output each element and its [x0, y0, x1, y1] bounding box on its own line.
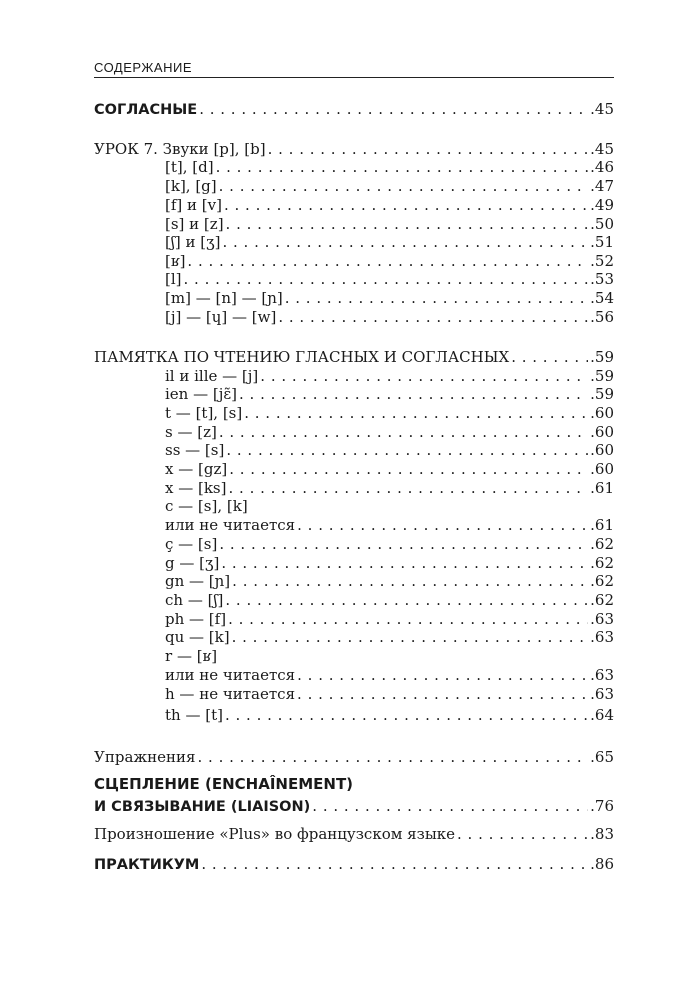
toc-entry-page: .49	[590, 196, 614, 214]
toc-entry[interactable]	[94, 348, 614, 366]
toc-entry-page: .62	[590, 572, 614, 590]
toc-entry-page: .62	[590, 535, 614, 553]
toc-entry[interactable]	[165, 367, 614, 385]
toc-entry[interactable]	[165, 270, 614, 288]
toc-entry-title: s — [z]	[165, 423, 217, 441]
leader-dots	[260, 367, 588, 385]
toc-entry-title: t — [t], [s]	[165, 404, 243, 422]
leader-dots	[229, 460, 588, 478]
toc-entry-title: ПАМЯТКА ПО ЧТЕНИЮ ГЛАСНЫХ И СОГЛАСНЫХ	[94, 348, 510, 366]
toc-entry-page: .86	[590, 855, 614, 873]
leader-dots	[268, 140, 589, 158]
toc-entry-title: gn — [ɲ]	[165, 572, 231, 590]
toc-entry-page: .60	[590, 404, 614, 422]
toc-entry-page: .60	[590, 441, 614, 459]
leader-dots	[187, 252, 588, 270]
leader-dots	[285, 289, 588, 307]
toc-entry[interactable]	[165, 572, 614, 590]
toc-entry-page: .60	[590, 460, 614, 478]
leader-dots	[457, 825, 588, 843]
leader-dots	[312, 797, 588, 815]
toc-entry-title: [j] — [ɥ] — [w]	[165, 308, 277, 326]
toc-entry-page: .53	[590, 270, 614, 288]
leader-dots	[511, 348, 588, 366]
toc-entry[interactable]	[165, 289, 614, 307]
toc-entry[interactable]	[94, 797, 614, 816]
toc-entry-title: [l]	[165, 270, 182, 288]
toc-entry-title: [f] и [v]	[165, 196, 222, 214]
toc-entry[interactable]	[165, 385, 614, 403]
leader-dots	[297, 516, 588, 534]
toc-entry-page: .64	[590, 706, 614, 724]
toc-entry-page: .51	[590, 233, 614, 251]
toc-entry-page: .63	[590, 685, 614, 703]
toc-entry[interactable]	[165, 177, 614, 195]
toc-entry-title: [m] — [n] — [ɲ]	[165, 289, 283, 307]
leader-dots	[225, 591, 588, 609]
toc-entry-title: [k], [g]	[165, 177, 217, 195]
leader-dots	[201, 855, 588, 873]
toc-entry-page: .45	[590, 100, 614, 118]
leader-dots	[297, 666, 588, 684]
leader-dots	[219, 535, 588, 553]
leader-dots	[244, 404, 588, 422]
leader-dots	[228, 610, 588, 628]
toc-entry[interactable]	[94, 855, 614, 874]
toc-entry[interactable]	[165, 685, 614, 703]
toc-entry-page: .83	[590, 825, 614, 843]
toc-entry-title: [ʃ] и [ʒ]	[165, 233, 221, 251]
toc-entry-title: ch — [ʃ]	[165, 591, 224, 609]
toc-entry-title: ph — [f]	[165, 610, 227, 628]
toc-entry-title: СОГЛАСНЫЕ	[94, 102, 198, 118]
toc-entry-title: или не читается	[165, 666, 296, 684]
toc-entry-title: [t], [d]	[165, 158, 214, 176]
toc-entry[interactable]	[165, 535, 614, 553]
toc-entry-page: .63	[590, 610, 614, 628]
toc-entry[interactable]	[94, 825, 614, 843]
toc-entry-page: .60	[590, 423, 614, 441]
toc-entry-page: .61	[590, 516, 614, 534]
toc-entry[interactable]	[94, 748, 614, 766]
toc-entry[interactable]	[165, 554, 614, 572]
leader-dots	[225, 706, 588, 724]
leader-dots	[219, 423, 588, 441]
toc-entry-page: .59	[590, 348, 614, 366]
leader-dots	[199, 100, 588, 118]
toc-entry[interactable]	[165, 158, 614, 176]
toc-entry-title: c — [s], [k]	[165, 497, 248, 515]
toc-entry-page: .56	[590, 308, 614, 326]
toc-entry-title: ç — [s]	[165, 535, 218, 553]
toc-entry-page: .63	[590, 666, 614, 684]
toc-entry-title: h — не читается	[165, 685, 296, 703]
leader-dots	[229, 479, 589, 497]
toc-entry-page: .45	[590, 140, 614, 158]
toc-entry-page: .46	[590, 158, 614, 176]
leader-dots	[198, 748, 589, 766]
toc-entry[interactable]	[165, 252, 614, 270]
toc-entry-page: .63	[590, 628, 614, 646]
leader-dots	[278, 308, 588, 326]
toc-entry[interactable]	[165, 516, 614, 534]
toc-entry[interactable]	[165, 610, 614, 628]
leader-dots	[239, 385, 588, 403]
toc-entry-page: .59	[590, 385, 614, 403]
toc-entry[interactable]	[165, 196, 614, 214]
leader-dots	[216, 158, 589, 176]
toc-entry-page: .76	[590, 797, 614, 815]
toc-entry-title: или не читается	[165, 516, 296, 534]
leader-dots	[184, 270, 589, 288]
toc-entry[interactable]	[165, 441, 614, 459]
leader-dots	[224, 196, 588, 214]
leader-dots	[232, 628, 589, 646]
toc-entry[interactable]	[165, 233, 614, 251]
toc-entry-page: .54	[590, 289, 614, 307]
toc-entry-page: .59	[590, 367, 614, 385]
leader-dots	[222, 233, 588, 251]
toc-entry-title: И СВЯЗЫВАНИЕ (LIAISON)	[94, 799, 311, 815]
toc-entry-title: ss — [s]	[165, 441, 225, 459]
toc-entry[interactable]	[165, 404, 614, 422]
toc-entry-title: [s] и [z]	[165, 215, 224, 233]
leader-dots	[226, 441, 588, 459]
toc-entry-title: СЦЕПЛЕНИЕ (ENCHAÎNEMENT)	[94, 775, 354, 793]
toc-entry-page: .61	[590, 479, 614, 497]
toc-entry-title: Упражнения	[94, 748, 196, 766]
toc-entry[interactable]	[94, 140, 614, 158]
leader-dots	[297, 685, 588, 703]
toc-entry-title: ПРАКТИКУМ	[94, 857, 200, 873]
leader-dots	[219, 177, 589, 195]
toc-entry-page: .50	[590, 215, 614, 233]
toc-entry[interactable]	[165, 479, 614, 497]
toc-entry-title: x — [ks]	[165, 479, 227, 497]
toc-entry-title: УРОК 7. Звуки [p], [b]	[94, 140, 266, 158]
toc-entry[interactable]	[165, 423, 614, 441]
toc-entry[interactable]	[165, 628, 614, 646]
toc-entry[interactable]	[94, 100, 614, 119]
toc-entry[interactable]	[165, 706, 614, 724]
toc-entry-title: qu — [k]	[165, 628, 230, 646]
toc-entry-title: g — [ʒ]	[165, 554, 220, 572]
toc-entry-page: .47	[590, 177, 614, 195]
toc-entry[interactable]	[165, 591, 614, 609]
toc-entry-title: th — [t]	[165, 706, 223, 724]
toc-entry-title: r — [ʁ]	[165, 647, 218, 665]
toc-entry[interactable]	[165, 666, 614, 684]
toc-entry-title: il и ille — [j]	[165, 367, 259, 385]
toc-entry-page: .62	[590, 591, 614, 609]
leader-dots	[232, 572, 588, 590]
toc-entry[interactable]	[165, 308, 614, 326]
toc-entry-title: x — [gz]	[165, 460, 228, 478]
leader-dots	[226, 215, 589, 233]
toc-entry-page: .62	[590, 554, 614, 572]
toc-entry-title: ien — [jɛ̃]	[165, 385, 237, 403]
toc-entry-page: .52	[590, 252, 614, 270]
toc-entry-page: .65	[590, 748, 614, 766]
page-header: СОДЕРЖАНИЕ	[94, 60, 614, 78]
toc-entry-title: [ʁ]	[165, 252, 186, 270]
toc-entry[interactable]	[165, 460, 614, 478]
leader-dots	[221, 554, 588, 572]
toc-entry[interactable]	[165, 215, 614, 233]
toc-entry-title: Произношение «Plus» во французском языке	[94, 825, 456, 843]
